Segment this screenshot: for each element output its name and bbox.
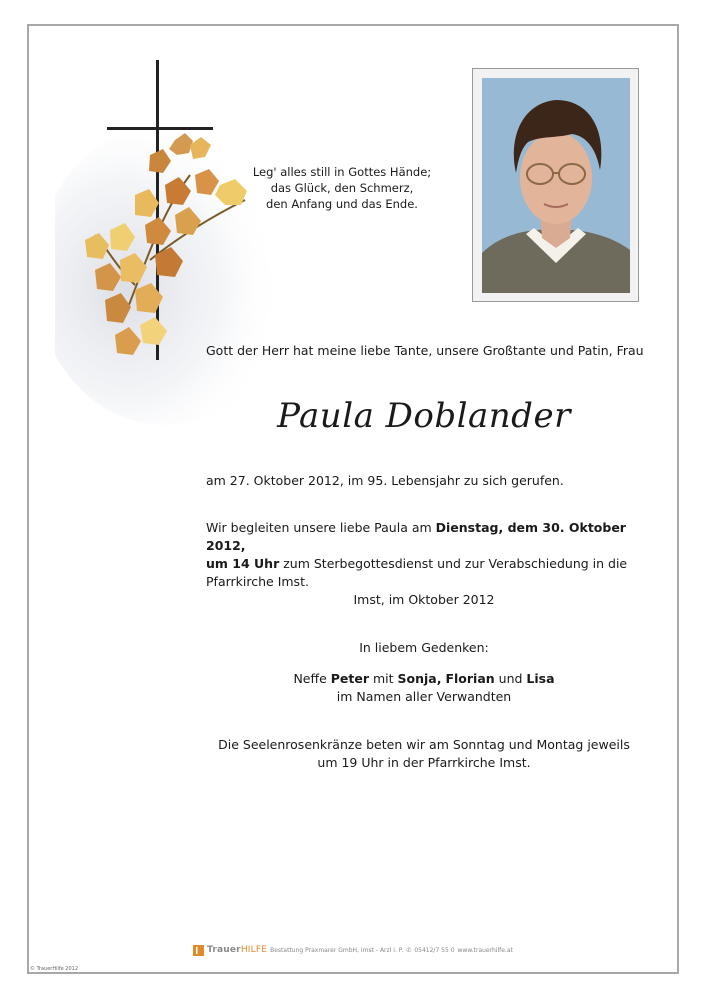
- signature-name: Lisa: [526, 671, 555, 686]
- cross-with-leaves-image: [55, 45, 305, 425]
- portrait-frame: [472, 68, 639, 302]
- deceased-name: Paula Doblander: [277, 396, 571, 436]
- trauerhilfe-logo-text: [207, 945, 267, 955]
- signature-relatives: im Namen aller Verwandten: [336, 689, 512, 704]
- memorial-heading: In liebem Gedenken:: [359, 640, 489, 655]
- signature-names: [206, 670, 642, 688]
- signature-name: Sonja,: [397, 671, 442, 686]
- death-date-text: am 27. Oktober 2012, im 95. Lebensjahr zu sich gerufen.: [206, 473, 564, 488]
- rosary-line: Die Seelenrosenkränze beten wir am Sonntag und Montag jeweils: [218, 737, 630, 752]
- logo-word: HILFE: [240, 945, 268, 955]
- signature-name: Florian: [445, 671, 495, 686]
- service-date: Dienstag, dem 30. Oktober 2012,: [206, 520, 626, 553]
- service-text: [206, 519, 646, 591]
- trauerhilfe-logo-icon: [193, 945, 204, 956]
- footer-website[interactable]: www.trauerhilfe.at: [457, 946, 513, 954]
- footer-phone: 05412/7 55 0: [414, 946, 455, 954]
- service-text-part: zum Sterbegottesdienst und zur Verabschiedung in die Pfarrkirche Imst.: [206, 556, 628, 589]
- motto-line: das Glück, den Schmerz,: [270, 181, 414, 195]
- signature-name: Peter: [330, 671, 370, 686]
- signature-word: Neffe: [293, 671, 331, 686]
- logo-word: Trauer: [207, 945, 241, 955]
- footer-company: Bestattung Praxmarer GmbH, Imst - Arzl i. P.: [270, 946, 404, 954]
- phone-icon: ✆: [406, 946, 412, 954]
- place-date: Imst, im Oktober 2012: [353, 592, 495, 607]
- service-text-part: Wir begleiten unsere liebe Paula am: [206, 520, 436, 535]
- rosary-note: [206, 736, 642, 772]
- motto-verse: [236, 164, 448, 212]
- portrait-photo: [482, 78, 630, 293]
- signature-word: und: [494, 671, 527, 686]
- copyright-note: © TrauerHilfe 2012: [30, 966, 79, 972]
- signature-block: [206, 670, 642, 706]
- service-time: um 14 Uhr: [206, 556, 280, 571]
- footer: [193, 943, 553, 957]
- motto-line: den Anfang und das Ende.: [266, 197, 418, 211]
- motto-line: Leg' alles still in Gottes Hände;: [252, 165, 432, 179]
- rosary-line: um 19 Uhr in der Pfarrkirche Imst.: [317, 755, 531, 770]
- signature-word: mit: [369, 671, 398, 686]
- intro-text: Gott der Herr hat meine liebe Tante, unsere Großtante und Patin, Frau: [206, 343, 644, 358]
